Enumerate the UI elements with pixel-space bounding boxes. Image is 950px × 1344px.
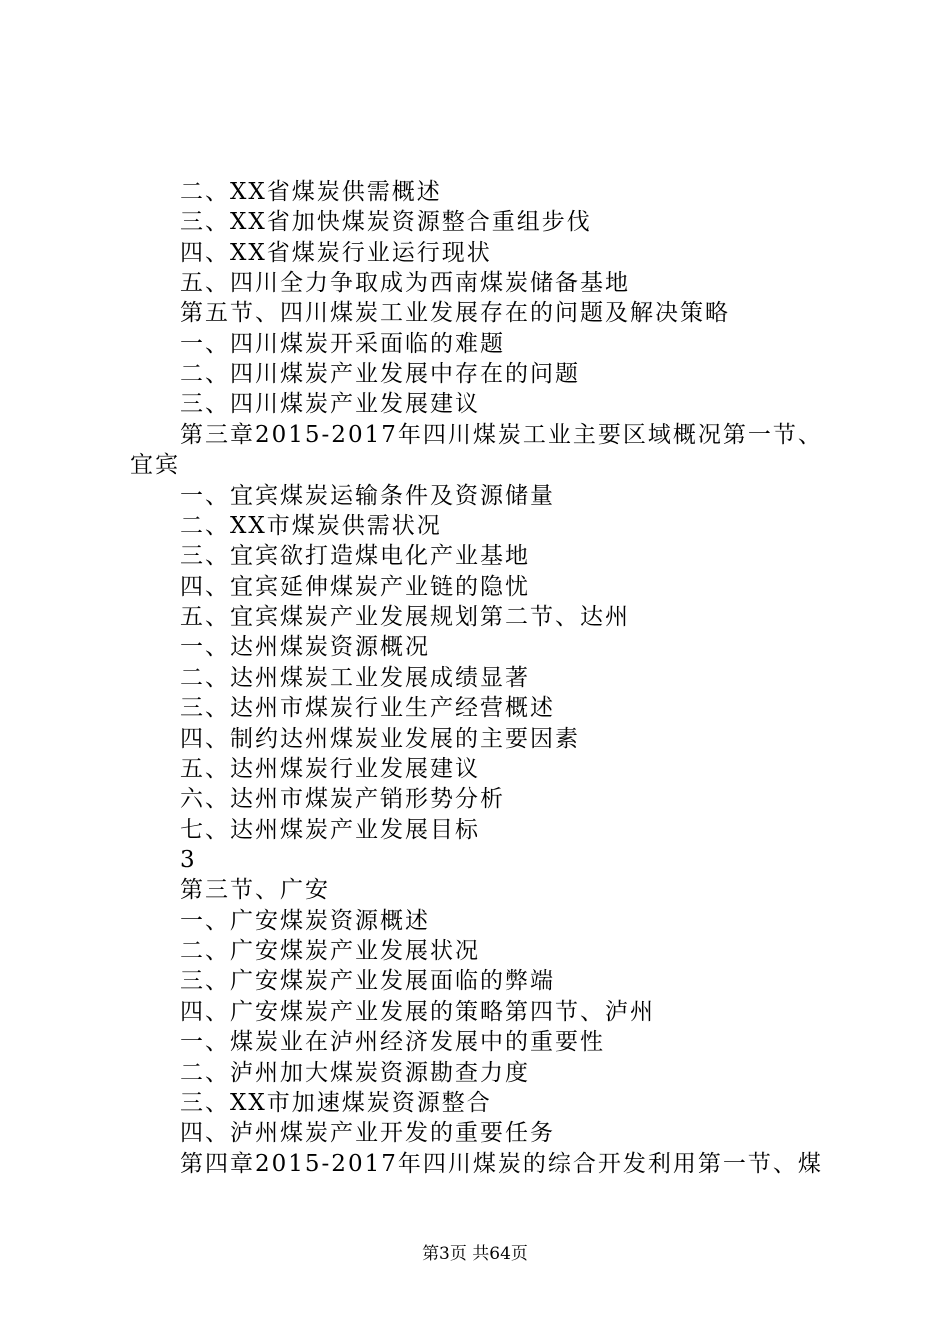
- text-line: 三、XX省加快煤炭资源整合重组步伐: [180, 209, 592, 235]
- text-line: 四、制约达州煤炭业发展的主要因素: [180, 726, 580, 752]
- text-line: 一、煤炭业在泸州经济发展中的重要性: [180, 1029, 605, 1055]
- text-line: 三、四川煤炭产业发展建议: [180, 391, 480, 417]
- text-line: 四、广安煤炭产业发展的策略第四节、泸州: [180, 999, 655, 1025]
- text-line: 六、达州市煤炭产销形势分析: [180, 786, 505, 812]
- text-line: 二、XX省煤炭供需概述: [180, 179, 442, 205]
- text-line: 二、广安煤炭产业发展状况: [180, 938, 480, 964]
- section-heading: 第五节、四川煤炭工业发展存在的问题及解决策略: [180, 300, 730, 326]
- text-line: 七、达州煤炭产业发展目标: [180, 817, 480, 843]
- chapter-heading-continued: 宜宾: [130, 452, 180, 478]
- text-line: 一、达州煤炭资源概况: [180, 634, 430, 660]
- text-line: 三、宜宾欲打造煤电化产业基地: [180, 543, 530, 569]
- text-line: 一、四川煤炭开采面临的难题: [180, 331, 505, 357]
- text-line: 三、广安煤炭产业发展面临的弊端: [180, 968, 555, 994]
- text-line: 一、广安煤炭资源概述: [180, 908, 430, 934]
- text-line: 五、达州煤炭行业发展建议: [180, 756, 480, 782]
- text-line: 二、四川煤炭产业发展中存在的问题: [180, 361, 580, 387]
- chapter-heading: 第三章2015-2017年四川煤炭工业主要区域概况第一节、: [180, 422, 823, 448]
- text-line: 二、泸州加大煤炭资源勘查力度: [180, 1060, 530, 1086]
- text-line: 四、XX省煤炭行业运行现状: [180, 240, 492, 266]
- text-line: 二、XX市煤炭供需状况: [180, 513, 442, 539]
- chapter-heading: 第四章2015-2017年四川煤炭的综合开发利用第一节、煤: [180, 1151, 823, 1177]
- text-line: 四、泸州煤炭产业开发的重要任务: [180, 1120, 555, 1146]
- text-line: 五、宜宾煤炭产业发展规划第二节、达州: [180, 604, 630, 630]
- section-heading: 第三节、广安: [180, 877, 330, 903]
- stray-page-number: 3: [180, 847, 197, 873]
- text-line: 四、宜宾延伸煤炭产业链的隐忧: [180, 574, 530, 600]
- page-footer: 第3页 共64页: [422, 1244, 528, 1264]
- text-line: 一、宜宾煤炭运输条件及资源储量: [180, 483, 555, 509]
- text-line: 三、达州市煤炭行业生产经营概述: [180, 695, 555, 721]
- text-line: 三、XX市加速煤炭资源整合: [180, 1090, 492, 1116]
- text-line: 二、达州煤炭工业发展成绩显著: [180, 665, 530, 691]
- text-line: 五、四川全力争取成为西南煤炭储备基地: [180, 270, 630, 296]
